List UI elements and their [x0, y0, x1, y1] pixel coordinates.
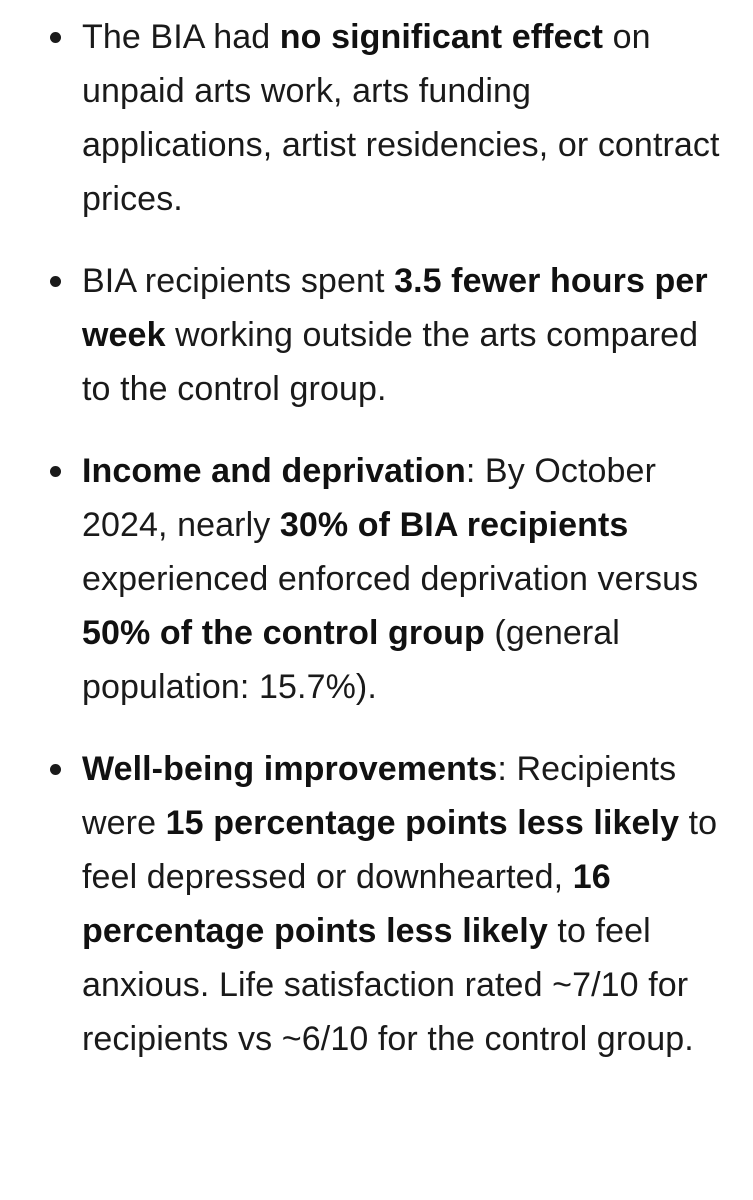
bullet-dot-icon	[50, 764, 61, 775]
text-segment: : By October 2024, nearly	[82, 452, 656, 544]
text-segment: (general population: 15.7%).	[82, 614, 620, 706]
bullet-dot-icon	[50, 466, 61, 477]
text-segment: on unpaid arts work, arts funding applications, artist residencies, or contract prices.	[82, 18, 720, 218]
bullet-dot-icon	[50, 276, 61, 287]
bullet-dot-icon	[50, 32, 61, 43]
text-segment: The BIA had	[82, 18, 280, 56]
text-segment: BIA recipients spent	[82, 262, 395, 300]
list-item	[0, 742, 753, 1066]
emphasis-text: 30% of BIA recipients	[279, 506, 629, 544]
item-text	[82, 452, 698, 706]
emphasis-text: 16 percentage points less likely	[82, 858, 611, 950]
text-segment: to feel anxious. Life satisfaction rated ~7/10 for recipients vs ~6/10 for the control group.	[82, 912, 694, 1058]
emphasis-text: no significant effect	[279, 18, 604, 56]
list-item	[0, 254, 753, 416]
item-text	[82, 18, 720, 218]
text-segment: : Recipients were	[82, 750, 677, 842]
text-segment: experienced enforced deprivation versus	[82, 560, 699, 598]
document-body	[0, 10, 753, 1094]
text-segment: to feel depressed or downhearted,	[82, 804, 718, 896]
item-text	[82, 262, 708, 408]
item-text	[82, 750, 717, 1058]
emphasis-text: 3.5 fewer hours per week	[82, 262, 708, 354]
text-segment: working outside the arts compared to the control group.	[82, 316, 699, 408]
list-item	[0, 444, 753, 714]
emphasis-text: Well-being improvements	[82, 750, 498, 788]
list-item	[0, 10, 753, 226]
emphasis-text: Income and deprivation	[82, 452, 466, 490]
emphasis-text: 50% of the control group	[82, 614, 485, 652]
emphasis-text: 15 percentage points less likely	[165, 804, 680, 842]
findings-list	[0, 10, 753, 1066]
